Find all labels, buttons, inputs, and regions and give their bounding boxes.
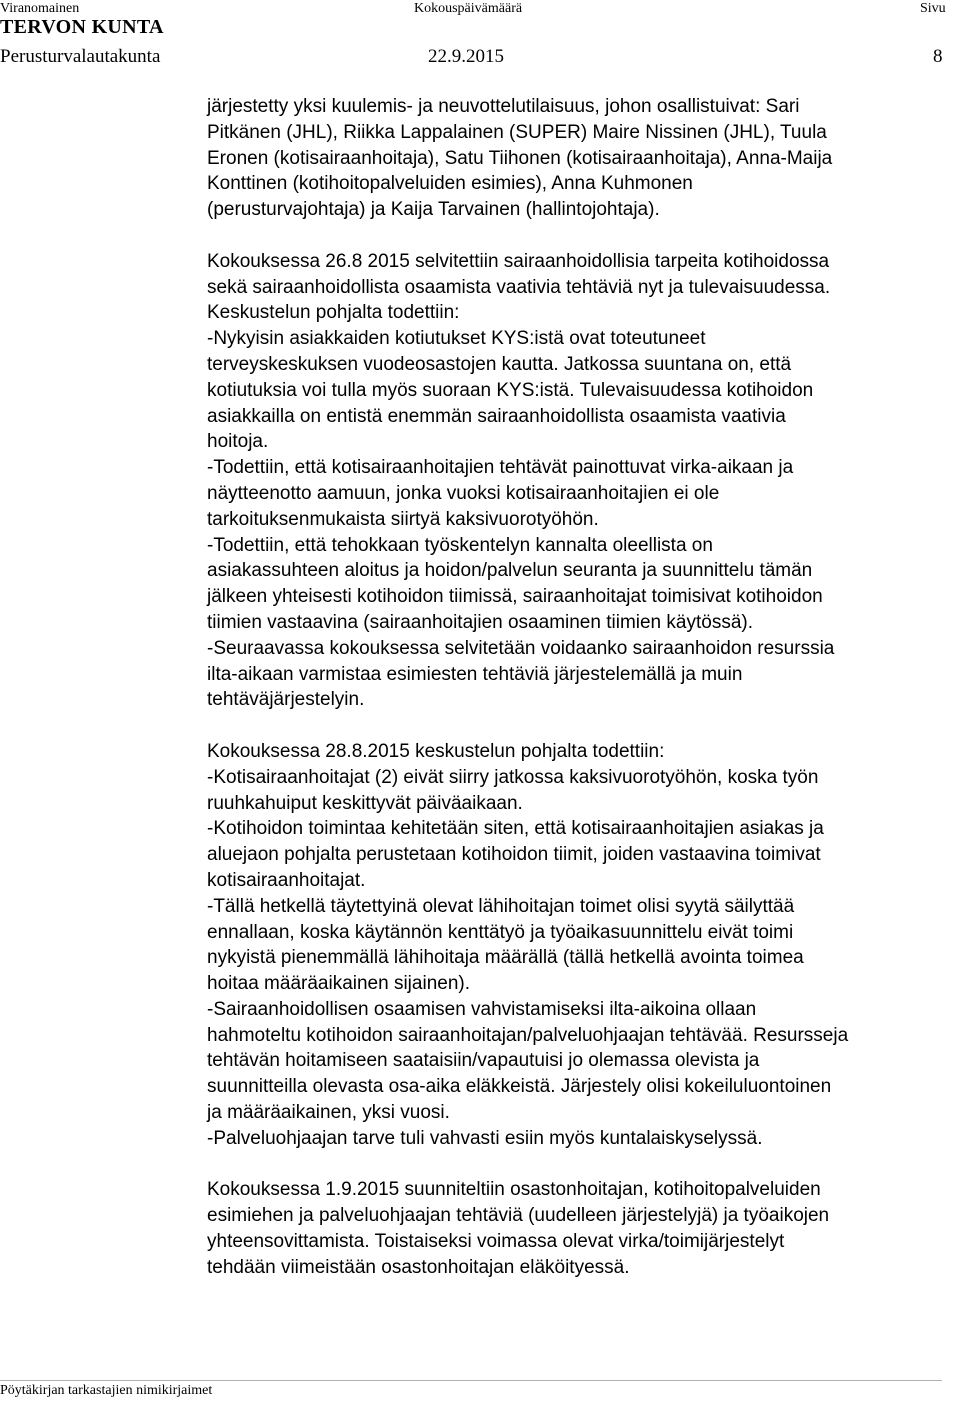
footer-divider <box>0 1380 942 1381</box>
text-line: tehtäväjärjestelyin. <box>207 689 365 711</box>
paragraph-gap <box>207 713 960 739</box>
header-label-kokouspaivamaara: Kokouspäivämäärä <box>414 1 523 16</box>
footer-signature-label: Pöytäkirjan tarkastajien nimikirjaimet <box>0 1383 213 1398</box>
text-line: Kokouksessa 26.8 2015 selvitettiin sairaanhoidollisia tarpeita kotihoidossa <box>207 250 830 272</box>
text-line: -Todettiin, että tehokkaan työskentelyn kannalta oleellista on <box>207 534 713 556</box>
text-line: Kokouksessa 1.9.2015 suunniteltiin osastonhoitajan, kotihoitopalveluiden <box>207 1179 821 1201</box>
text-line: näytteenotto aamuun, jonka vuoksi kotisairaanhoitajien ei ole <box>207 482 720 504</box>
page-number: 8 <box>933 46 943 67</box>
paragraph-gap <box>207 1152 960 1178</box>
paragraph-gap <box>207 223 960 249</box>
text-line: ruuhkahuiput keskittyvät päiväaikaan. <box>207 792 523 814</box>
text-line: (perusturvajohtaja) ja Kaija Tarvainen (hallintojohtaja). <box>207 199 660 221</box>
text-line: kotisairaanhoitajat. <box>207 869 366 891</box>
text-line: jälkeen yhteisesti kotihoidon tiimissä, sairaanhoitajat toimisivat kotihoidon <box>207 586 823 608</box>
text-line: -Todettiin, että kotisairaanhoitajien tehtävät painottuvat virka-aikaan ja <box>207 457 794 479</box>
text-line: Eronen (kotisairaanhoitaja), Satu Tiihonen (kotisairaanhoitaja), Anna-Maija <box>207 147 833 169</box>
text-line: asiakassuhteen aloitus ja hoidon/palvelun seuranta ja suunnittelu tämän <box>207 560 813 582</box>
text-line: suunnitteilla olevasta osa-aika eläkkeistä. Järjestely olisi kokeiluluontoinen <box>207 1076 832 1098</box>
text-line: hoitoja. <box>207 431 269 453</box>
text-line: tiimien vastaavina (sairaanhoitajien osaaminen tiimien käytössä). <box>207 611 753 633</box>
text-line: Keskustelun pohjalta todettiin: <box>207 302 460 324</box>
text-line: ennallaan, koska käytännön kenttätyö ja työaikasuunnittelu eivät toimi <box>207 921 794 943</box>
text-line: yhteensovittamista. Toistaiseksi voimassa olevat virka/toimijärjestelyt <box>207 1231 785 1253</box>
text-line: -Seuraavassa kokouksessa selvitetään voidaanko sairaanhoidon resurssia <box>207 637 835 659</box>
header-label-sivu: Sivu <box>920 1 946 16</box>
minutes-body <box>207 94 960 1281</box>
text-line: asiakkailla on entistä enemmän sairaanhoidollista osaamista vaativia <box>207 405 786 427</box>
meeting-date: 22.9.2015 <box>428 46 504 67</box>
text-line: tehtävän hoitamiseen saataisiin/vapautuisi jo olemassa olevista ja <box>207 1050 760 1072</box>
text-line: -Sairaanhoidollisen osaamisen vahvistamiseksi ilta-aikoina ollaan <box>207 998 757 1020</box>
text-line: kotiutuksia voi tulla myös suoraan KYS:istä. Tulevaisuudessa kotihoidon <box>207 379 814 401</box>
text-line: tarkoituksenmukaista siirtyä kaksivuorotyöhön. <box>207 508 599 530</box>
text-line: -Tällä hetkellä täytettyinä olevat lähihoitajan toimet olisi syytä säilyttää <box>207 895 795 917</box>
text-line: Kokouksessa 28.8.2015 keskustelun pohjalta todettiin: <box>207 740 665 762</box>
authority-name: Perusturvalautakunta <box>0 46 161 67</box>
text-line: ilta-aikaan varmistaa esimiesten tehtäviä järjestelemällä ja muin <box>207 663 743 685</box>
text-line: hoitaa määräaikainen sijainen). <box>207 973 470 995</box>
text-line: -Palveluohjaajan tarve tuli vahvasti esiin myös kuntalaiskyselyssä. <box>207 1127 763 1149</box>
text-line: aluejaon pohjalta perustetaan kotihoidon tiimit, joiden vastaavina toimivat <box>207 844 821 866</box>
text-line: Konttinen (kotihoitopalveluiden esimies), Anna Kuhmonen <box>207 173 693 195</box>
text-line: -Kotisairaanhoitajat (2) eivät siirry jatkossa kaksivuorotyöhön, koska työn <box>207 766 819 788</box>
text-line: -Kotihoidon toimintaa kehitetään siten, että kotisairaanhoitajien asiakas ja <box>207 818 824 840</box>
text-line: ja määräaikainen, yksi vuosi. <box>207 1102 450 1124</box>
text-line: esimiehen ja palveluohjaajan tehtäviä (uudelleen järjestelyjä) ja työaikojen <box>207 1205 830 1227</box>
text-line: järjestetty yksi kuulemis- ja neuvottelutilaisuus, johon osallistuivat: Sari <box>207 96 800 117</box>
organization-name: TERVON KUNTA <box>0 16 164 38</box>
header-label-viranomainen: Viranomainen <box>0 1 80 16</box>
text-line: hahmoteltu kotihoidon sairaanhoitajan/palveluohjaajan tehtävää. Resursseja <box>207 1024 849 1046</box>
text-line: Pitkänen (JHL), Riikka Lappalainen (SUPER) Maire Nissinen (JHL), Tuula <box>207 121 827 143</box>
text-line: tehdään viimeistään osastonhoitajan eläköityessä. <box>207 1256 630 1278</box>
text-line: -Nykyisin asiakkaiden kotiutukset KYS:istä ovat toteutuneet <box>207 328 706 350</box>
text-line: sekä sairaanhoidollista osaamista vaativia tehtäviä nyt ja tulevaisuudessa. <box>207 276 831 298</box>
text-line: nykyistä pienemmällä lähihoitaja määrällä (tällä hetkellä avointa toimea <box>207 947 804 969</box>
text-line: terveyskeskuksen vuodeosastojen kautta. Jatkossa suuntana on, että <box>207 353 792 375</box>
